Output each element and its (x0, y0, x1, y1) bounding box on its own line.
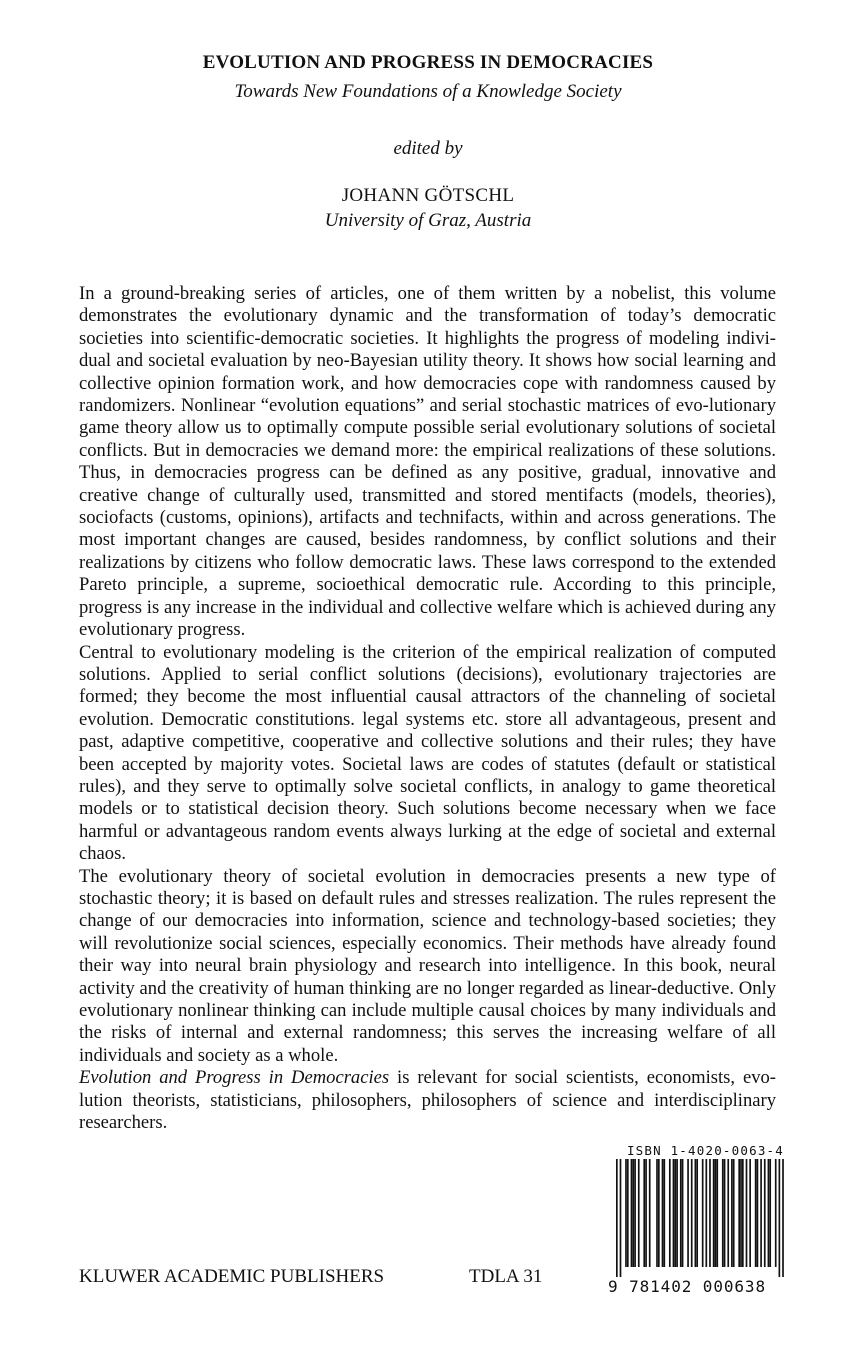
blurb-paragraph: Central to evolutionary modeling is the criterion of the empirical realization of computed solutions. Applied to serial conflict solutions (decisions), evolutionary trajectories are formed; they become the most influential causal attractors of the channeling of societal evolution. Democratic constitutions. legal systems etc. store all advantageous, present and past, adaptive competitive, cooperative and collective solutions and their rules; they have been accepted by majority votes. Societal laws are codes of statutes (default or statistical rules), and they serve to optimally solve societal conflicts, in analogy to game theoretical models or to statistical decision theory. Such solutions become necessary when we face harmful or advantageous random events always lurking at the edge of societal and external chaos. (79, 641, 776, 865)
barcode-bar (724, 1159, 726, 1267)
barcode-bar (673, 1159, 675, 1267)
barcode-bar (625, 1159, 627, 1267)
book-subtitle: Towards New Foundations of a Knowledge Society (234, 81, 622, 102)
barcode-bar (656, 1159, 658, 1267)
barcode-bar (649, 1159, 651, 1267)
barcode-bar (627, 1159, 629, 1267)
book-title-inline: Evolution and Progress in Democracies (79, 1067, 390, 1089)
blurb-paragraph (79, 1067, 776, 1134)
blurb (79, 283, 776, 1134)
barcode-bar (663, 1159, 665, 1267)
barcode-bar (749, 1159, 751, 1267)
barcode-image (616, 1159, 784, 1277)
barcode-bar (645, 1159, 647, 1267)
barcode-bar (705, 1159, 707, 1267)
book-title: EVOLUTION AND PROGRESS IN DEMOCRACIES (202, 52, 654, 73)
barcode-bar (669, 1159, 671, 1267)
isbn-number: ISBN 1-4020-0063-4 (626, 1143, 784, 1158)
edited-by-label: edited by (393, 138, 463, 159)
barcode-bar (738, 1159, 740, 1267)
barcode-bar (713, 1159, 715, 1267)
publisher-name: KLUWER ACADEMIC PUBLISHERS (79, 1266, 385, 1287)
barcode-bar (768, 1159, 770, 1267)
barcode-bar (676, 1159, 678, 1267)
blurb-text: is relevant for social scientists, economists, evolution theorists, statisticians, philosophers, philosophers of science and interdisciplinary researchers. (79, 1067, 776, 1134)
barcode-bar (755, 1159, 757, 1267)
barcode-bar (680, 1159, 682, 1267)
barcode-bar (722, 1159, 724, 1267)
editor-name: JOHANN GÖTSCHL (341, 185, 515, 206)
barcode-bar (733, 1159, 735, 1267)
barcode-bar (634, 1159, 636, 1267)
barcode-bar (742, 1159, 744, 1267)
editor-affiliation: University of Graz, Austria (324, 210, 532, 231)
blurb-paragraph: The evolutionary theory of societal evolution in democracies presents a new type of stochastic theory; it is based on default rules and stresses realization. The rules represent the change of our democracies into information, science and technology-based societies; they will revolutionize social sciences, especially economics. Their methods have already found their way into neural brain physiology and research into intelligence. In this book, neural activity and the creativity of human thinking are no longer regarded as linear-deductive. Only evolutionary nonlinear thinking can include multiple causal choices by many individuals and the risks of internal and external randomness; this serves the increasing welfare of all individuals and society as a whole. (79, 865, 776, 1066)
barcode-bar (727, 1159, 729, 1267)
blurb-paragraph: In a ground-breaking series of articles, one of them written by a nobelist, this volume demonstrates the evolutionary dynamic and the transformation of today’s democratic societies into scientific-democratic societies. It highlights the progress of modeling individual and societal evaluation by neo-Bayesian utility theory. It shows how social learning and collective opinion formation work, and how democracies cope with randomness caused by randomizers. Nonlinear “evolution equations” and serial stochastic matrices of evo-lutionary game theory allow us to optimally compute possible serial evolutionary solutions of societal conflicts. But in democracies we demand more: the empirical realizations of these solutions. Thus, in democracies progress can be defined as any positive, gradual, innovative and creative change of culturally used, transmitted and stored mentifacts (models, theories), sociofacts (customs, opinions), artifacts and technifacts, within and across generations. The most important changes are caused, besides randomness, by conflict solutions and their realizations by citizens who follow democratic laws. These laws correspond to the extended Pareto principle, a supreme, socioethical democratic rule. According to this principle, progress is any increase in the individual and collective welfare which is achieved during any evolutionary progress. (79, 283, 776, 641)
barcode-bar (716, 1159, 718, 1267)
barcode-bar (782, 1159, 784, 1277)
barcode-bar (682, 1159, 684, 1267)
barcode-bar (620, 1159, 622, 1277)
barcode-digits: 9 781402 000638 (608, 1277, 766, 1296)
barcode-bar (731, 1159, 733, 1267)
barcode-bar (746, 1159, 748, 1267)
barcode-bar (769, 1159, 771, 1267)
barcode-bar (643, 1159, 645, 1267)
barcode-bar (779, 1159, 781, 1277)
barcode-bar (702, 1159, 704, 1267)
barcode-bar (632, 1159, 634, 1267)
barcode-bar (764, 1159, 766, 1267)
isbn-barcode (608, 1143, 784, 1296)
barcode-bar (691, 1159, 693, 1267)
barcode-bar (775, 1159, 777, 1267)
barcode-bar (631, 1159, 633, 1267)
barcode-bar (687, 1159, 689, 1267)
barcode-bar (709, 1159, 711, 1267)
barcode-bar (757, 1159, 759, 1267)
barcode-bar (696, 1159, 698, 1267)
barcode-bar (658, 1159, 660, 1267)
series-number: TDLA 31 (469, 1266, 543, 1287)
barcode-bar (662, 1159, 664, 1267)
barcode-bar (638, 1159, 640, 1267)
barcode-bar (616, 1159, 618, 1277)
barcode-bar (740, 1159, 742, 1267)
barcode-bar (760, 1159, 762, 1267)
barcode-bar (695, 1159, 697, 1267)
barcode-bar (715, 1159, 717, 1267)
barcode-bar (674, 1159, 676, 1267)
